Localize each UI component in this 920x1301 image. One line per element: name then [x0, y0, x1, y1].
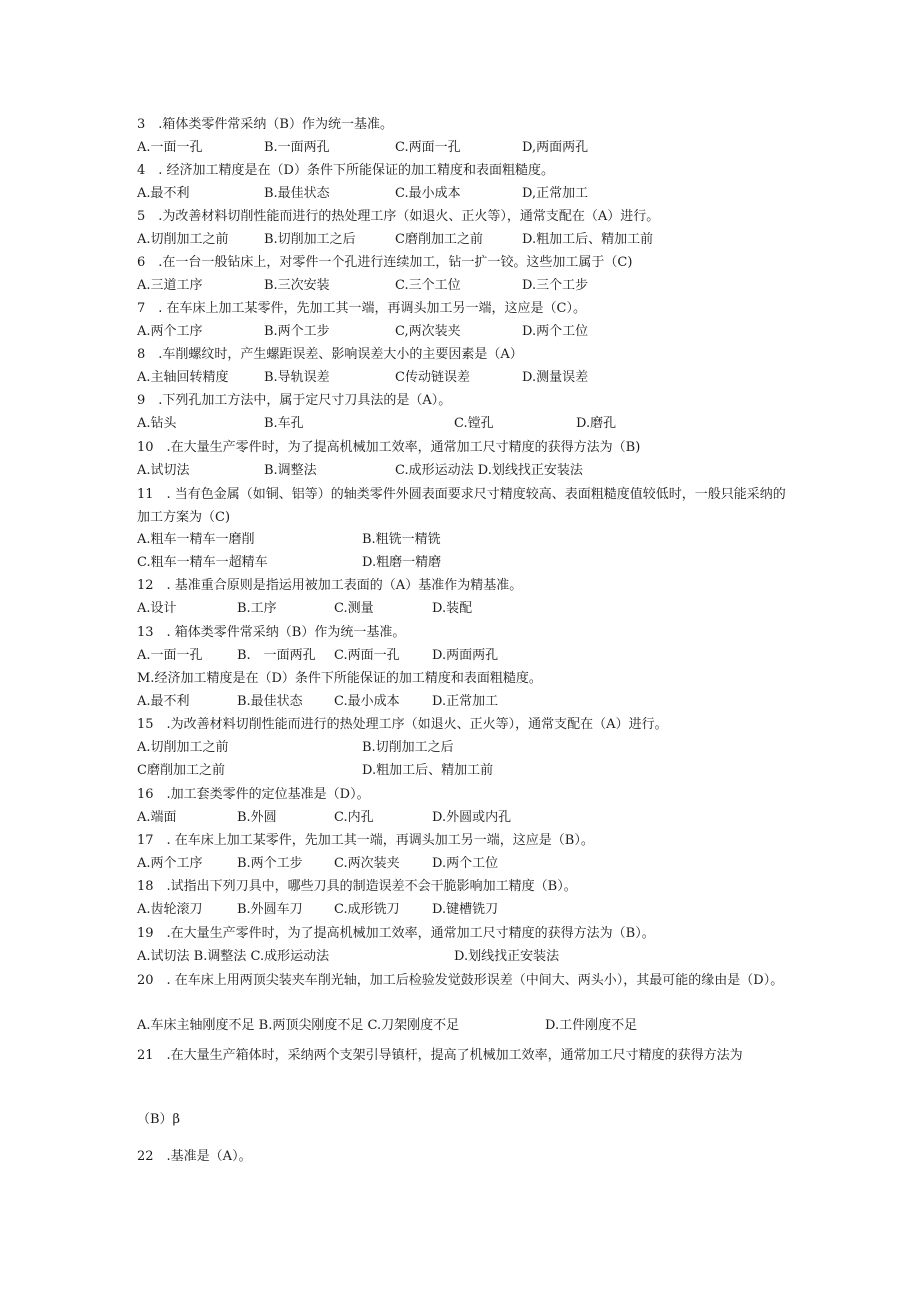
- option-c: C.两次装夹: [334, 856, 400, 871]
- option-c: C.内孔: [334, 810, 374, 825]
- question-15: 15 .为改善材料切削性能而进行的热处理工序（如退火、正火等），通常支配在（A）进行。: [137, 717, 668, 732]
- option-d: D.粗磨一精磨: [362, 555, 442, 570]
- option-d: D.测量误差: [522, 370, 589, 385]
- question-4: 4 . 经济加工精度是在（D）条件下所能保证的加工精度和表面粗糙度。: [137, 163, 554, 178]
- question-8: 8 .车削螺纹时，产生螺距误差、影响误差大小的主要因素是（A）: [137, 347, 523, 362]
- option-b: B.工序: [237, 601, 277, 616]
- question-11: 11 . 当有色金属（如铜、铝等）的轴类零件外圆表面要求尺寸精度较高、表面粗糙度值较低时，一般只能采纳的加工方案为（C): [137, 487, 786, 525]
- option-d: D,正常加工: [522, 186, 589, 201]
- option-a: A.齿轮滚刀: [137, 902, 203, 917]
- option-a: A.钻头: [137, 416, 177, 431]
- option-a: A.切削加工之前: [137, 232, 229, 247]
- option-d: D.两个工位: [432, 856, 499, 871]
- question-10: 10 .在大量生产零件时，为了提高机械加工效率，通常加工尺寸精度的获得方法为（B): [137, 440, 641, 455]
- option-b: B.外圆车刀: [237, 902, 303, 917]
- option-c: C.三个工位: [395, 278, 461, 293]
- option-b: B.切削加工之后: [362, 740, 454, 755]
- option-c: C传动链误差: [395, 370, 470, 385]
- option-a: A.一面一孔: [137, 648, 203, 663]
- option-b: B.外圆: [237, 810, 277, 825]
- option-b: B.车孔: [264, 416, 304, 431]
- option-a: A.粗车一精车一磨削: [137, 532, 255, 547]
- option-c: C.最小成本: [395, 186, 461, 201]
- option-a-b-c: A.试切法 B.调整法 C.成形运动法: [137, 949, 330, 964]
- option-b: B.最佳状态: [237, 694, 303, 709]
- option-a-b-c: A.车床主轴刚度不足 B.两顶尖刚度不足 C.刀架刚度不足: [137, 1018, 460, 1033]
- question-21: 21 .在大量生产箱体时，采纳两个支架引导镇杆，提高了机械加工效率，通常加工尺寸精度的获得方法为: [137, 1048, 743, 1063]
- option-d: D.工件刚度不足: [545, 1018, 638, 1033]
- option-c: C磨削加工之前: [395, 232, 483, 247]
- option-d: D.外圆或内孔: [432, 810, 512, 825]
- option-d: D,两面两孔: [522, 140, 589, 155]
- option-c: C.最小成本: [334, 694, 400, 709]
- question-21-answer: （B）β: [137, 1112, 181, 1127]
- question-20: 20 . 在车床上用两顶尖装夹车削光轴，加工后检验发觉鼓形误差（中间大、两头小），其最可能的缘由是（D）。: [137, 973, 784, 988]
- question-6: 6 .在一台一般钻床上，对零件一个孔进行连续加工，钻一扩一铰。这些加工属于（C): [137, 255, 633, 270]
- option-b: B.一面两孔: [264, 140, 330, 155]
- question-16: 16 .加工套类零件的定位基准是（D）。: [137, 787, 370, 802]
- option-c: C.两面一孔: [334, 648, 400, 663]
- option-a: A.最不利: [137, 186, 190, 201]
- option-a: A.一面一孔: [137, 140, 203, 155]
- option-b: B.调整法: [264, 463, 317, 478]
- option-d: D.正常加工: [432, 694, 499, 709]
- option-c: C.粗车一精车一超精车: [137, 555, 268, 570]
- option-a: A.两个工序: [137, 324, 203, 339]
- option-c: C.成形铣刀: [334, 902, 400, 917]
- option-c: C.两面一孔: [395, 140, 461, 155]
- option-c: C.测量: [334, 601, 374, 616]
- question-7: 7 . 在车床上加工某零件，先加工其一端，再调头加工另一端，这应是（C）。: [137, 301, 586, 316]
- question-12: 12 . 基准重合原则是指运用被加工表面的（A）基准作为精基准。: [137, 578, 523, 593]
- option-c-d: C.成形运动法 D.划线找正安装法: [395, 463, 583, 478]
- option-b: B.最佳状态: [264, 186, 330, 201]
- option-a: A.两个工序: [137, 856, 203, 871]
- option-d: D.两个工位: [522, 324, 589, 339]
- option-a: A.端面: [137, 810, 177, 825]
- option-b: B. 一面两孔: [237, 648, 316, 663]
- option-d: D.三个工步: [522, 278, 589, 293]
- option-c: C,两次装夹: [395, 324, 461, 339]
- question-22: 22 .基准是（A）。: [137, 1149, 252, 1164]
- option-a: A.切削加工之前: [137, 740, 229, 755]
- option-d: D.磨孔: [576, 416, 617, 431]
- option-a: A.主轴回转精度: [137, 370, 229, 385]
- question-13: 13 . 箱体类零件常采纳（B）作为统一基准。: [137, 625, 406, 640]
- option-d: D.键槽铣刀: [432, 902, 499, 917]
- option-a: A.设计: [137, 601, 177, 616]
- option-a: A.试切法: [137, 463, 190, 478]
- question-18: 18 .试指出下列刀具中，哪些刀具的制造误差不会干脆影响加工精度（B）。: [137, 879, 577, 894]
- option-b: B.两个工步: [264, 324, 330, 339]
- option-c: C.镗孔: [454, 416, 494, 431]
- option-b: B.粗铣一精铣: [362, 532, 441, 547]
- option-d: D.粗加工后、精加工前: [522, 232, 654, 247]
- question-5: 5 .为改善材料切削性能而进行的热处理工序（如退火、正火等），通常支配在（A）进行。: [137, 209, 660, 224]
- option-b: B.导轨误差: [264, 370, 330, 385]
- option-a: A.三道工序: [137, 278, 203, 293]
- option-b: B.切削加工之后: [264, 232, 356, 247]
- question-17: 17 . 在车床上加工某零件，先加工其一端，再调头加工另一端，这应是（B）。: [137, 833, 594, 848]
- question-14: M.经济加工精度是在（D）条件下所能保证的加工精度和表面粗糙度。: [137, 671, 542, 686]
- question-19: 19 .在大量生产零件时，为了提高机械加工效率，通常加工尺寸精度的获得方法为（B）。: [137, 926, 655, 941]
- question-3: 3 .箱体类零件常采纳（B）作为统一基准。: [137, 117, 393, 132]
- option-d: D.装配: [432, 601, 473, 616]
- option-d: D.粗加工后、精加工前: [362, 763, 494, 778]
- question-9: 9 .下列孔加工方法中，属于定尺寸刀具法的是（A）。: [137, 393, 452, 408]
- option-b: B.两个工步: [237, 856, 303, 871]
- option-a: A.最不利: [137, 694, 190, 709]
- option-c: C磨削加工之前: [137, 763, 225, 778]
- option-b: B.三次安装: [264, 278, 330, 293]
- option-d: D.划线找正安装法: [454, 949, 560, 964]
- option-d: D.两面两孔: [432, 648, 499, 663]
